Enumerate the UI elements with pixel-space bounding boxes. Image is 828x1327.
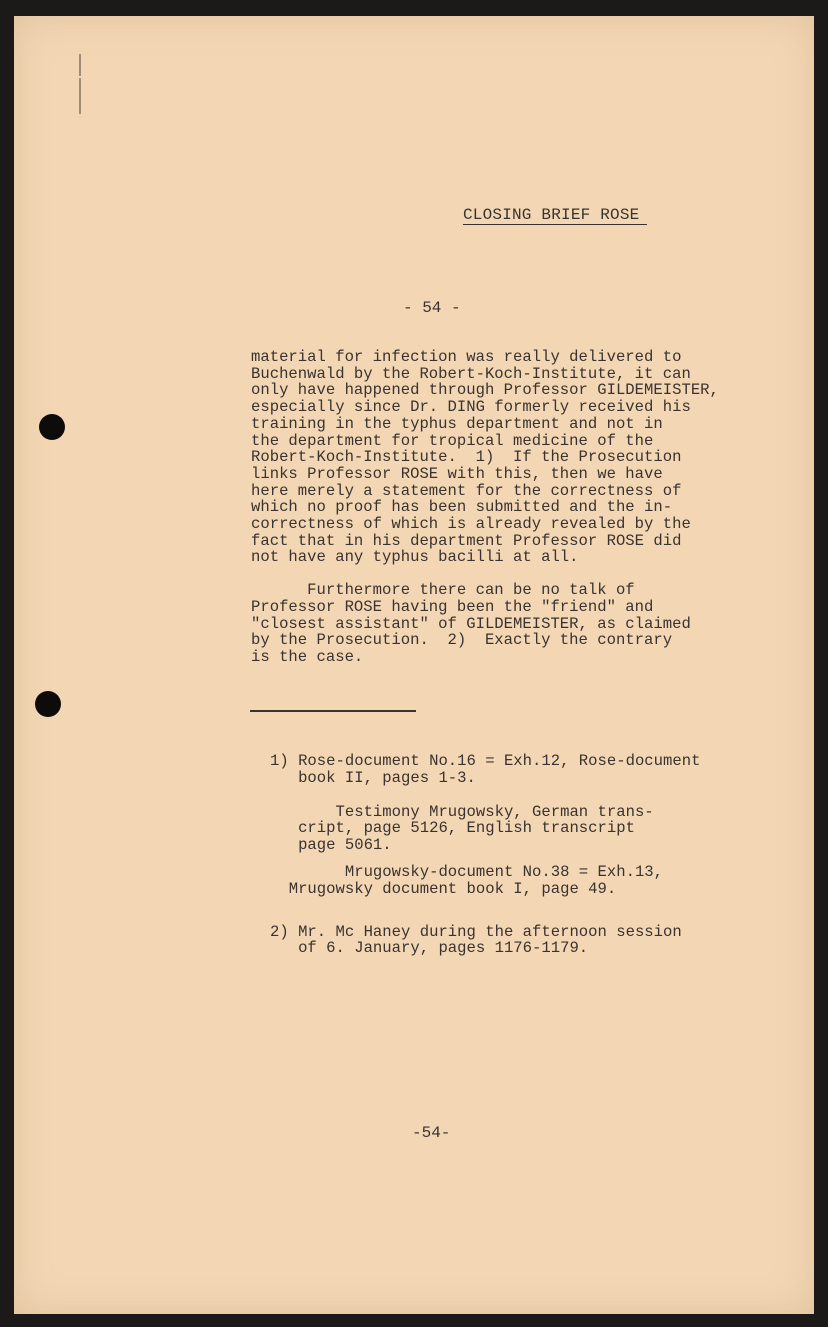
- text-line: "closest assistant" of GILDEMEISTER, as claimed: [251, 614, 691, 633]
- text-line: Buchenwald by the Robert-Koch-Institute, it can: [251, 364, 691, 383]
- text-line: the department for tropical medicine of the: [251, 431, 654, 450]
- footnote: [270, 864, 790, 898]
- text-line: not have any typhus bacilli at all.: [251, 548, 579, 567]
- text-line: cript, page 5126, English transcript: [270, 819, 635, 838]
- text-line: Testimony Mrugowsky, German trans-: [270, 802, 654, 821]
- text-line: links Professor ROSE with this, then we have: [251, 464, 663, 483]
- text-line: Furthermore there can be no talk of: [251, 581, 635, 600]
- page-number-bottom: -54-: [412, 1124, 451, 1142]
- footnote: [270, 804, 790, 854]
- footnote: [270, 924, 790, 958]
- footnote: [270, 753, 790, 787]
- text-line: of 6. January, pages 1176-1179.: [270, 939, 589, 958]
- text-line: 2) Mr. Mc Haney during the afternoon session: [270, 922, 682, 941]
- margin-mark: [79, 54, 81, 76]
- text-line: page 5061.: [270, 836, 392, 855]
- text-line: correctness of which is already revealed by the: [251, 515, 691, 534]
- body-paragraph: [251, 582, 791, 666]
- text-line: material for infection was really delivered to: [251, 348, 682, 366]
- text-line: Robert-Koch-Institute. 1) If the Prosecution: [251, 448, 682, 467]
- text-line: only have happened through Professor GILDEMEISTER,: [251, 381, 719, 400]
- footnote-divider: [250, 710, 416, 712]
- document-page: [14, 16, 814, 1314]
- text-line: book II, pages 1-3.: [270, 768, 476, 787]
- text-line: fact that in his department Professor ROSE did: [251, 531, 682, 550]
- margin-mark: [79, 78, 81, 114]
- header-title: CLOSING BRIEF ROSE: [463, 206, 647, 225]
- body-paragraph: [251, 349, 791, 566]
- text-line: Professor ROSE having been the "friend" and: [251, 597, 654, 616]
- page-number-top: - 54 -: [403, 299, 461, 317]
- text-line: here merely a statement for the correctness of: [251, 481, 682, 500]
- text-line: 1) Rose-document No.16 = Exh.12, Rose-document: [270, 752, 701, 770]
- text-line: is the case.: [251, 647, 364, 666]
- text-line: Mrugowsky-document No.38 = Exh.13,: [270, 862, 664, 881]
- punch-hole: [39, 414, 65, 440]
- text-line: by the Prosecution. 2) Exactly the contrary: [251, 631, 673, 650]
- text-line: which no proof has been submitted and the in-: [251, 498, 673, 517]
- text-line: Mrugowsky document book I, page 49.: [270, 879, 617, 898]
- text-line: training in the typhus department and not in: [251, 414, 663, 433]
- body-text: [251, 349, 791, 666]
- footnotes: [270, 753, 790, 957]
- text-line: especially since Dr. DING formerly received his: [251, 398, 691, 417]
- punch-hole: [35, 691, 61, 717]
